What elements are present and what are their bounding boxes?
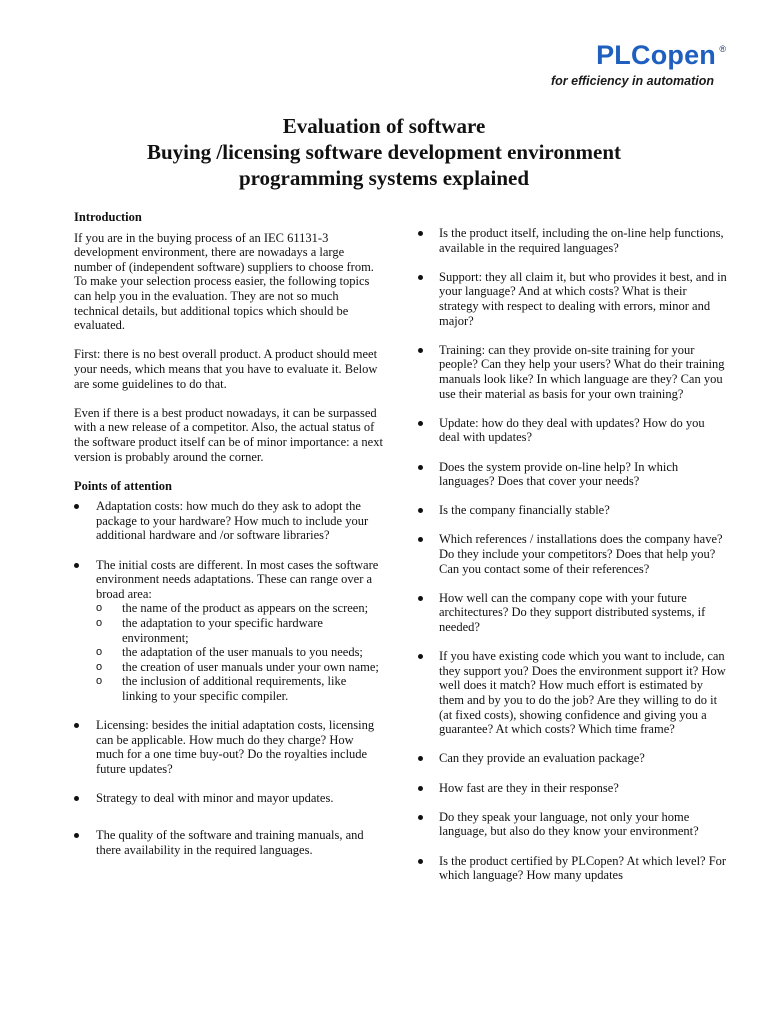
bullet-text: Can they provide an evaluation package? (439, 751, 645, 766)
list-item (439, 460, 727, 489)
list-item (74, 499, 384, 543)
sub-list-item (74, 616, 384, 645)
bullet-icon (418, 786, 423, 791)
registered-mark: ® (719, 44, 726, 54)
bullet-icon (74, 504, 79, 509)
list-item (439, 416, 727, 445)
bullet-text: Is the product itself, including the on-line help functions, available in the required languages? (439, 226, 724, 255)
circle-bullet-icon: o (96, 675, 103, 688)
list-item (439, 649, 727, 737)
list-item (74, 558, 384, 602)
list-item (439, 226, 727, 255)
bullet-icon (418, 654, 423, 659)
list-item (439, 781, 727, 796)
sub-list-item (74, 645, 384, 660)
sub-list-item (74, 674, 384, 703)
bullet-text: Update: how do they deal with updates? How do you deal with updates? (439, 415, 705, 445)
introduction-heading: Introduction (74, 210, 142, 224)
bullet-icon (418, 421, 423, 426)
bullet-icon (418, 756, 423, 761)
list-item (439, 532, 727, 576)
bullet-icon (74, 833, 79, 838)
bullet-text: The quality of the software and training manuals, and there availability in the required languages. (96, 828, 364, 857)
intro-paragraph-3: Even if there is a best product nowadays, it can be surpassed with a new release of a competitor. Also, the actual status of the software product itself can be of minor importance: a next version is probably around the corner. (74, 405, 383, 464)
list-item (439, 343, 727, 401)
bullet-icon (418, 537, 423, 542)
bullet-text: Which references / installations does the company have? Do they include your competitors? Does that help you? Can you contact some of their references? (439, 532, 723, 576)
bullet-icon (74, 796, 79, 801)
intro-paragraph-2: First: there is no best overall product. A product should meet your needs, which means that you have to evaluate it. Below are some guidelines to do that. (74, 347, 378, 391)
bullet-icon (74, 563, 79, 568)
bullet-text: Adaptation costs: how much do they ask to adopt the package to your hardware? How much to include your additional hardware and /or software libraries? (96, 499, 369, 543)
list-item (439, 270, 727, 328)
bullet-icon (418, 275, 423, 280)
bullet-text: How fast are they in their response? (439, 780, 619, 795)
title-line-3: programming systems explained (238, 166, 530, 190)
document-title (60, 113, 708, 191)
list-item (439, 591, 727, 635)
bullet-icon (418, 231, 423, 236)
title-line-2: Buying /licensing software development environment (146, 140, 622, 164)
sub-item-text: the name of the product as appears on the screen; (122, 601, 369, 616)
circle-bullet-icon: o (96, 602, 103, 615)
intro-paragraph-1: If you are in the buying process of an IEC 61131-3 development environment, there are nowadays a large number of (independent software) suppliers to choose from. To make your selection process easier, the following topics can help you in the evaluation. They are not so much technical details, but additional topics which should be evaluated. (74, 230, 374, 333)
left-column (74, 208, 384, 872)
bullet-text: Licensing: besides the initial adaptation costs, licensing can be applicable. How much do they charge? How much for a one time buy-out? Do the royalties include future updates? (96, 718, 375, 776)
bullet-icon (418, 596, 423, 601)
list-item (74, 791, 384, 806)
list-item (439, 751, 727, 766)
sub-list-item (74, 601, 384, 616)
spacer (74, 820, 384, 828)
bullet-icon (418, 859, 423, 864)
circle-bullet-icon: o (96, 646, 103, 659)
bullet-icon (418, 508, 423, 513)
sub-list-item (74, 660, 384, 675)
bullet-text: Strategy to deal with minor and mayor updates. (96, 791, 334, 806)
bullet-icon (418, 815, 423, 820)
bullet-text: Do they speak your language, not only your home language, but also do they know your environment? (439, 809, 699, 839)
bullet-text: The initial costs are different. In most cases the software environment needs adaptations. These can range over a broad area: (96, 557, 379, 601)
circle-bullet-icon: o (96, 617, 103, 630)
circle-bullet-icon: o (96, 660, 103, 673)
right-column (439, 226, 727, 897)
title-line-1: Evaluation of software (282, 114, 486, 138)
bullet-text: Is the company financially stable? (439, 503, 610, 518)
bullet-icon (74, 723, 79, 728)
bullet-text: How well can the company cope with your future architectures? Do they support distributed systems, if needed? (439, 590, 706, 635)
bullet-text: Does the system provide on-line help? In which languages? Does that cover your needs? (439, 459, 679, 489)
logo-wordmark: PLCopen (596, 40, 716, 70)
bullet-text: If you have existing code which you want to include, can they support you? Does the environment support it? How well does it match? How much effort is estimated by them and by you to do the job? Are they willing to do it (at fixed costs), showing confidence and giving you a guarantee? At which costs? Which time frame? (439, 649, 726, 737)
list-item (74, 718, 384, 776)
bullet-icon (418, 348, 423, 353)
sub-item-text: the adaptation to your specific hardware environment; (122, 616, 323, 645)
list-item (439, 854, 727, 883)
list-item (439, 810, 727, 839)
sub-list (74, 601, 384, 703)
plcopen-logo (551, 40, 726, 88)
bullet-text: Is the product certified by PLCopen? At which level? For which language? How many updates (439, 853, 727, 883)
logo-tagline: for efficiency in automation (551, 74, 714, 88)
bullet-text: Training: can they provide on-site training for your people? Can they help your users? What do their training manuals look like? In which language are they? Can you use their material as basis for your own training? (439, 342, 725, 401)
points-heading: Points of attention (74, 478, 172, 493)
list-item (74, 828, 384, 857)
bullet-icon (418, 465, 423, 470)
bullet-text: Support: they all claim it, but who provides it best, and in your language? And at which costs? What is their strategy with respect to dealing with errors, minor and major? (439, 269, 727, 328)
sub-item-text: the adaptation of the user manuals to you needs; (122, 645, 363, 660)
sub-item-text: the inclusion of additional requirements, like linking to your specific compiler. (122, 674, 347, 703)
sub-item-text: the creation of user manuals under your own name; (122, 659, 379, 674)
list-item (439, 503, 727, 518)
